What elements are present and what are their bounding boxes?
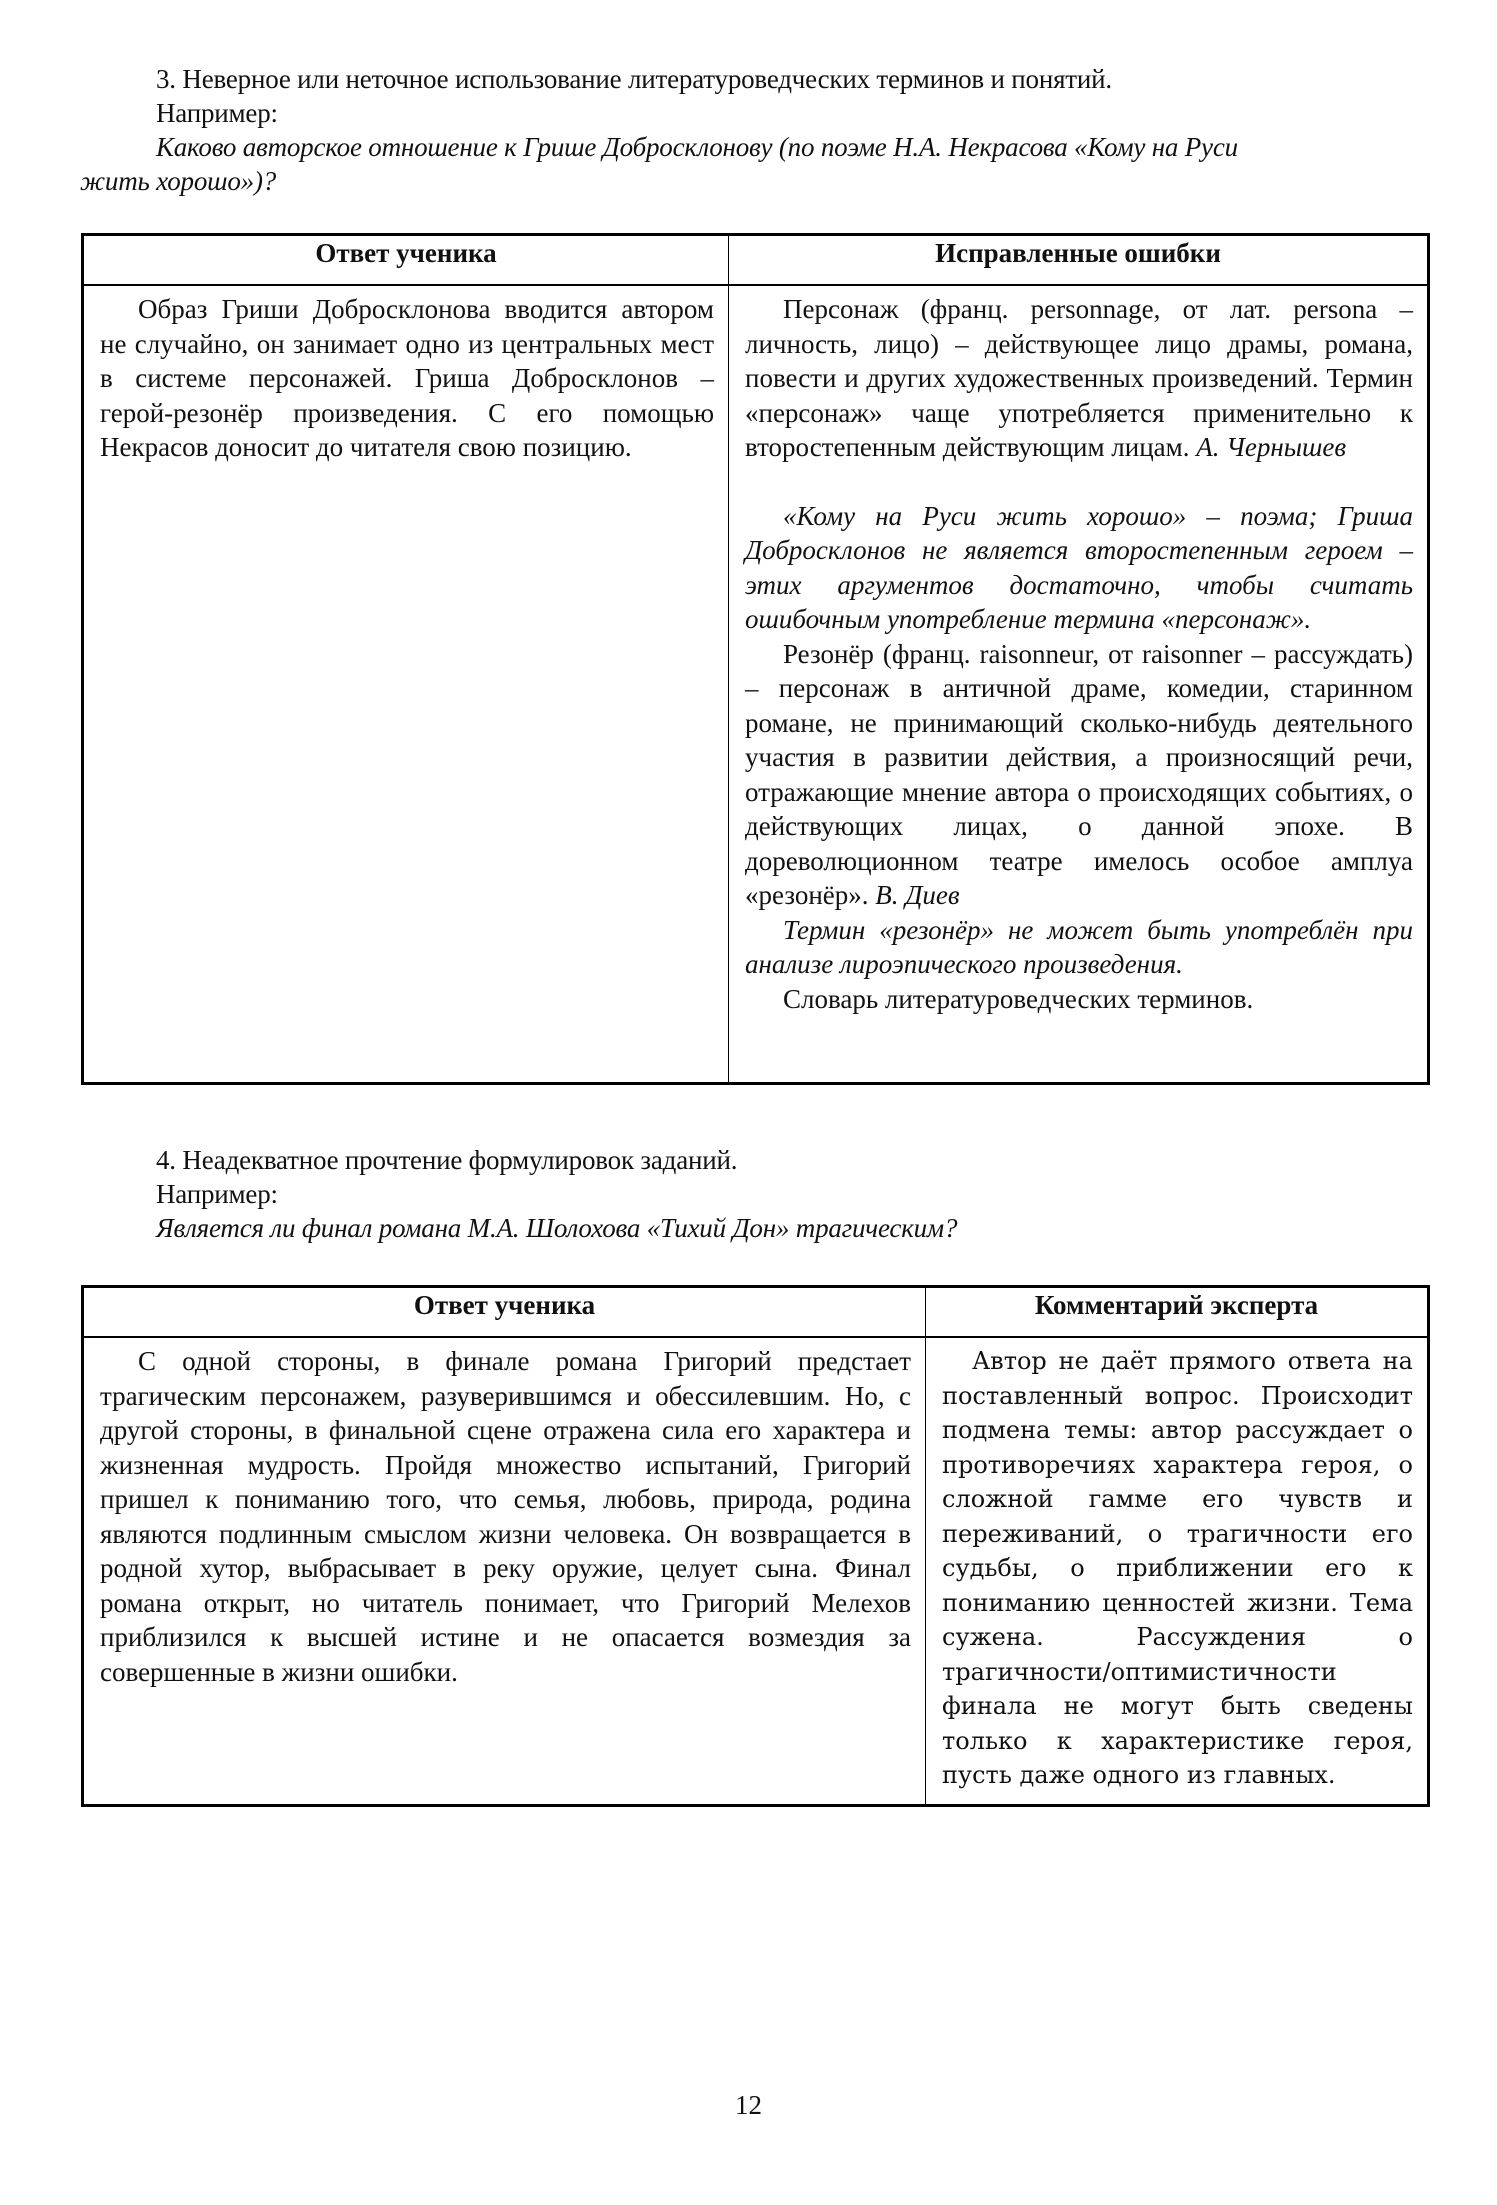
section-4-question: Является ли финал романа М.А. Шолохова «Тихий Дон» трагическим? xyxy=(156,1213,958,1243)
column-header-expert-comment: Комментарий эксперта xyxy=(926,1287,1429,1338)
section-4-heading: 4. Неадекватное прочтение формулировок заданий. xyxy=(156,1145,738,1175)
rezoner-definition xyxy=(745,637,1413,913)
source-reference: Словарь литературоведческих терминов. xyxy=(783,983,1254,1014)
expert-comment-cell xyxy=(926,1337,1429,1806)
rezoner-correction-note: Термин «резонёр» не может быть употреблён при анализе лироэпического произведения. xyxy=(745,914,1413,979)
column-header-student-answer: Ответ ученика xyxy=(83,1287,926,1338)
task-reading-errors-table xyxy=(81,1285,1430,1807)
citation-author: В. Диев xyxy=(875,880,960,910)
citation-author: А. Чернышев xyxy=(1196,432,1347,462)
section-4-example-label: Например: xyxy=(156,1179,278,1209)
terms-errors-table xyxy=(81,233,1430,1085)
section-3-question-line-1: Каково авторское отношение к Грише Добросклонову (по поэме Н.А. Некрасова «Кому на Руси xyxy=(156,132,1238,162)
student-answer-cell xyxy=(83,285,729,1084)
column-header-student-answer: Ответ ученика xyxy=(83,235,729,286)
page-number: 12 xyxy=(735,2090,762,2120)
rezoner-definition-text: Резонёр (франц. raisonneur, от raisonner – рассуждать) – персонаж в античной драме, комедии, старинном романе, не принимающий сколько-нибудь деятельного участия в развитии действия, а произносящий речи, отражающие мнение автора о происходящих событиях, о действующих лицах, о данной эпохе. В дореволюционном театре имелось особое амплуа «резонёр». xyxy=(745,638,1413,910)
corrections-cell xyxy=(729,285,1429,1084)
personazh-definition xyxy=(745,292,1413,465)
personazh-correction-note: «Кому на Руси жить хорошо» – поэма; Гриша Добросклонов не является второстепенным героем – этих аргументов достаточно, чтобы считать ошибочным употребление термина «персонаж». xyxy=(745,500,1413,634)
expert-comment-text: Автор не даёт прямого ответа на поставленный вопрос. Происходит подмена темы: автор рассуждает о противоречиях характера героя, о сложной гамме его чувств и переживаний, о трагичности его судьбы, о приближении его к пониманию ценностей жизни. Тема сужена. Рассуждения о трагичности/оптимистичности финала не могут быть сведены только к характеристике героя, пусть даже одного из главных. xyxy=(942,1347,1413,1789)
column-header-corrected-errors: Исправленные ошибки xyxy=(729,235,1429,286)
section-3-question-line-2: жить хорошо»)? xyxy=(80,166,277,196)
section-3-example-label: Например: xyxy=(156,98,278,128)
student-answer-cell xyxy=(83,1337,926,1806)
student-answer-text: Образ Гриши Добросклонова вводится автором не случайно, он занимает одно из центральных мест в системе персонажей. Гриша Добросклонов – герой-резонёр произведения. С его помощью Некрасов доносит до читателя свою позицию. xyxy=(100,294,714,462)
student-answer-text: С одной стороны, в финале романа Григорий предстает трагическим персонажем, разуверившимся и обессилевшим. Но, с другой стороны, в финальной сцене отражена сила его характера и жизненная мудрость. Пройдя множество испытаний, Григорий пришел к пониманию того, что семья, любовь, природа, родина являются подлинным смыслом жизни человека. Он возвращается в родной хутор, выбрасывает в реку оружие, целует сына. Финал романа открыт, но читатель понимает, что Григорий Мелехов приблизился к высшей истине и не опасается возмездия за совершенные в жизни ошибки. xyxy=(100,1346,911,1687)
personazh-definition-text: Персонаж (франц. personnage, от лат. persona – личность, лицо) – действующее лицо драмы, романа, повести и других художественных произведений. Термин «персонаж» чаще употребляется применительно к второстепенным действующим лицам. xyxy=(745,294,1413,462)
section-3-heading: 3. Неверное или неточное использование литературоведческих терминов и понятий. xyxy=(156,64,1112,94)
